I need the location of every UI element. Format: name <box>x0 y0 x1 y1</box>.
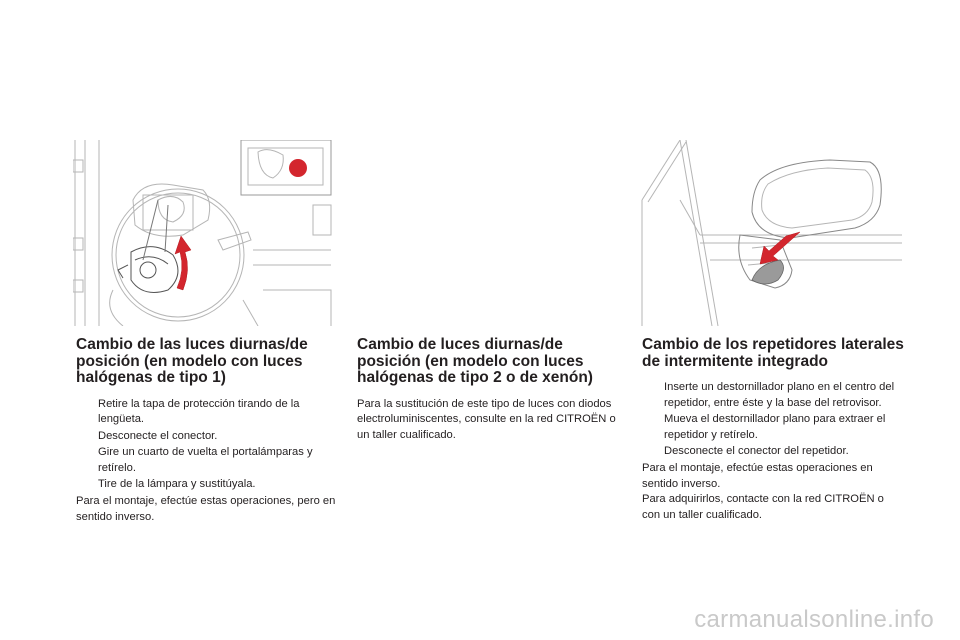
repeater-lamp <box>752 260 784 284</box>
bullet-icon <box>78 432 87 441</box>
list-item <box>76 397 338 428</box>
list-item-text: Mueva el destornillador plano para extraer el repetidor y retírelo. <box>664 413 886 441</box>
list-item <box>642 444 904 460</box>
list-item-text: Inserte un destornillador plano en el centro del repetidor, entre éste y la base del retrovisor. <box>664 381 895 409</box>
mirror-illustration <box>640 140 902 326</box>
section-title: Cambio de los repetidores laterales de intermitente integrado <box>642 336 904 370</box>
bullet-icon <box>78 480 87 489</box>
note-text: Para el montaje, efectúe estas operaciones en sentido inverso. <box>642 461 873 490</box>
list-item <box>76 429 338 445</box>
note-text: Para adquirirlos, contacte con la red CITROËN o con un taller cualificado. <box>642 493 884 521</box>
bullet-icon <box>644 447 653 456</box>
bullet-icon <box>78 400 87 409</box>
body-text: Para la sustitución de este tipo de luces con diodos electroluminiscentes, consulte en la red CITROËN o un taller cualificado. <box>357 397 616 441</box>
list-item <box>642 380 904 411</box>
list-item <box>76 477 338 493</box>
headlamp-illustration <box>73 140 335 326</box>
rotate-arrow-icon <box>175 236 191 290</box>
list-item-text: Retire la tapa de protección tirando de la lengüeta. <box>98 397 300 426</box>
section-side-repeaters <box>642 337 904 523</box>
bullet-icon <box>644 383 653 392</box>
list-item-text: Desconecte el conector del repetidor. <box>664 445 849 458</box>
list-item-text: Gire un cuarto de vuelta el portalámparas y retírelo. <box>98 446 313 474</box>
list-item-text: Desconecte el conector. <box>98 429 218 442</box>
section-title: Cambio de las luces diurnas/de posición (en modelo con luces halógenas de tipo 1) <box>76 336 308 386</box>
bullet-icon <box>644 415 653 424</box>
section-halogen-type2-xenon <box>357 337 619 443</box>
list-item-text: Tire de la lámpara y sustitúyala. <box>98 478 256 491</box>
section-halogen-type1 <box>76 337 338 525</box>
list-item <box>642 412 904 443</box>
list-item <box>76 445 338 476</box>
note-text: Para el montaje, efectúe estas operaciones, pero en sentido inverso. <box>76 495 336 523</box>
highlight-marker <box>289 159 307 177</box>
watermark-footer: carmanualsonline.info <box>694 606 934 633</box>
section-title: Cambio de luces diurnas/de posición (en modelo con luces halógenas de tipo 2 o de xenón) <box>357 336 593 386</box>
bullet-icon <box>78 448 87 457</box>
